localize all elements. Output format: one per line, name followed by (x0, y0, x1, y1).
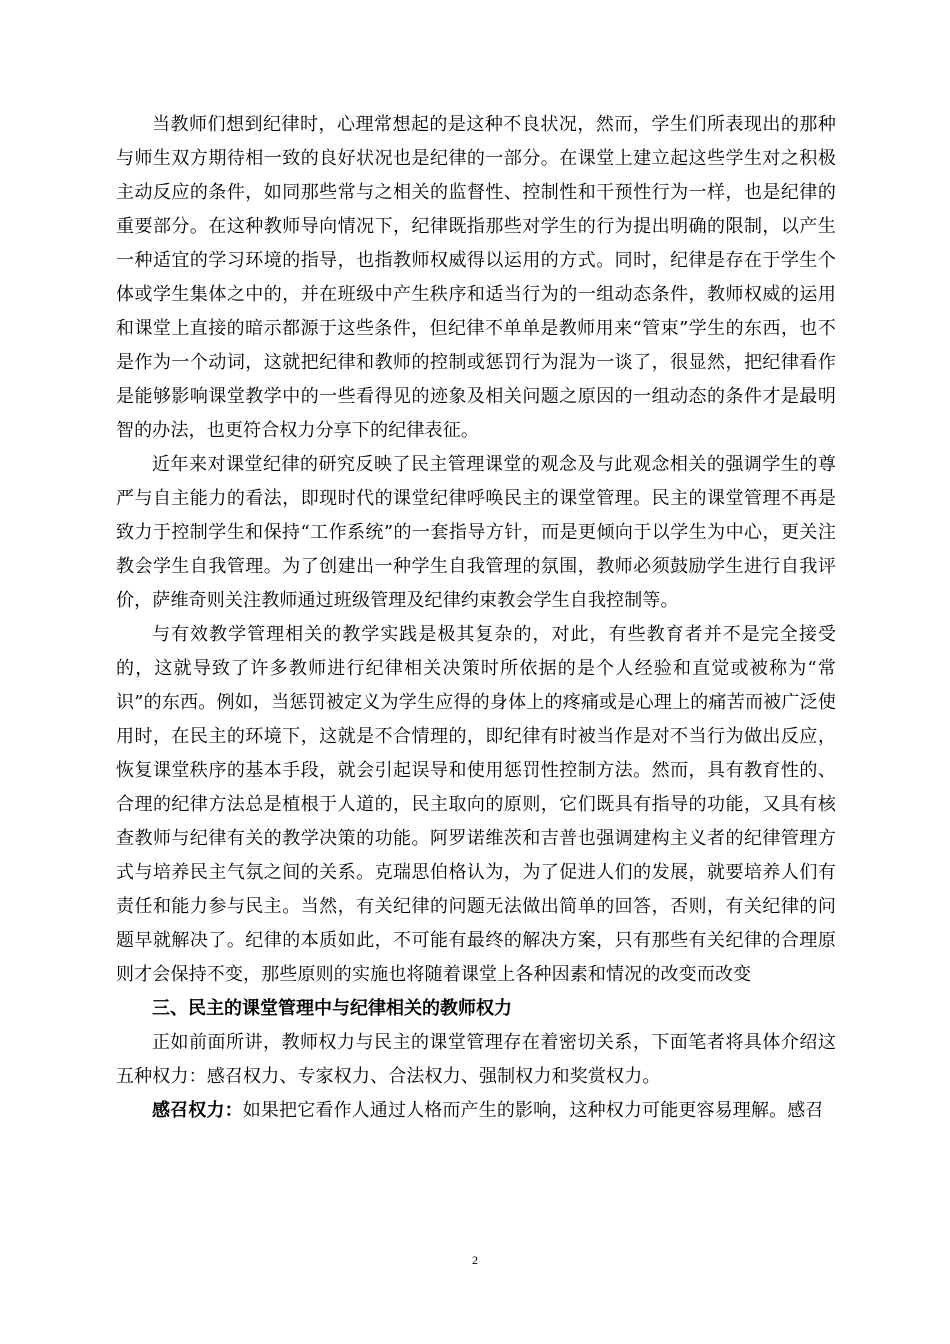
page-number: 2 (472, 1253, 478, 1267)
body-paragraph-2: 近年来对课堂纪律的研究反映了民主管理课堂的观念及与此观念相关的强调学生的尊严与自主能力的看法，即现时代的课堂纪律呼唤民主的课堂管理。民主的课堂管理不再是致力于控制学生和保持“工作系统”的一套指导方针，而是更倾向于以学生为中心，更关注教会学生自我管理。为了创建出一种学生自我管理的氛围，教师必须鼓励学生进行自我评价，萨维奇则关注教师通过班级管理及纪律约束教会学生自我控制等。 (116, 454, 836, 611)
body-paragraph-1: 当教师们想到纪律时，心理常想起的是这种不良状况，然而，学生们所表现出的那种与师生双方期待相一致的良好状况也是纪律的一部分。在课堂上建立起这些学生对之积极主动反应的条件，如同那些常与之相关的监督性、控制性和干预性行为一样，也是纪律的重要部分。在这种教师导向情况下，纪律既指那些对学生的行为提出明确的限制，以产生一种适宜的学习环境的指导，也指教师权威得以运用的方式。同时，纪律是存在于学生个体或学生集体之中的，并在班级中产生秩序和适当行为的一组动态条件，教师权威的运用和课堂上直接的暗示都源于这些条件，但纪律不单单是教师用来“管束”学生的东西，也不是作为一个动词，这就把纪律和教师的控制或惩罚行为混为一谈了，很显然，把纪律看作是能够影响课堂教学中的一些看得见的迹象及相关问题之原因的一组动态的条件才是最明智的办法，也更符合权力分享下的纪律表征。 (116, 114, 836, 441)
section-heading: 三、民主的课堂管理中与纪律相关的教师权力 (152, 998, 512, 1019)
section-intro-paragraph: 正如前面所讲，教师权力与民主的课堂管理存在着密切关系，下面笔者将具体介绍这五种权力：感召权力、专家权力、合法权力、强制权力和奖赏权力。 (116, 1032, 836, 1087)
body-paragraph-3: 与有效教学管理相关的教学实践是极其复杂的，对此，有些教育者并不是完全接受的，这就导致了许多教师进行纪律相关决策时所依据的是个人经验和直觉或被称为“常识”的东西。例如，当惩罚被定义为学生应得的身体上的疼痛或是心理上的痛苦而被广泛使用时，在民主的环境下，这就是不合情理的，即纪律有时被当作是对不当行为做出反应，恢复课堂秩序的基本手段，就会引起误导和使用惩罚性控制方法。然而，具有教育性的、合理的纪律方法总是植根于人道的，民主取向的原则，它们既具有指导的功能，又具有核查教师与纪律有关的教学决策的功能。阿罗诺维茨和吉普也强调建构主义者的纪律管理方式与培养民主气氛之间的关系。克瑞思伯格认为，为了促进人们的发展，就要培养人们有责任和能力参与民主。当然，有关纪律的问题无法做出简单的回答，否则，有关纪律的问题早就解决了。纪律的本质如此，不可能有最终的解决方案，只有那些有关纪律的合理原则才会保持不变，那些原则的实施也将随着课堂上各种因素和情况的改变而改变 (116, 624, 836, 985)
power-item-text: 如果把它看作人通过人格而产生的影响，这种权力可能更容易理解。感召 (242, 1100, 824, 1121)
power-item-paragraph (116, 1094, 836, 1128)
document-body (116, 108, 836, 1128)
power-item-label: 感召权力： (152, 1100, 243, 1121)
